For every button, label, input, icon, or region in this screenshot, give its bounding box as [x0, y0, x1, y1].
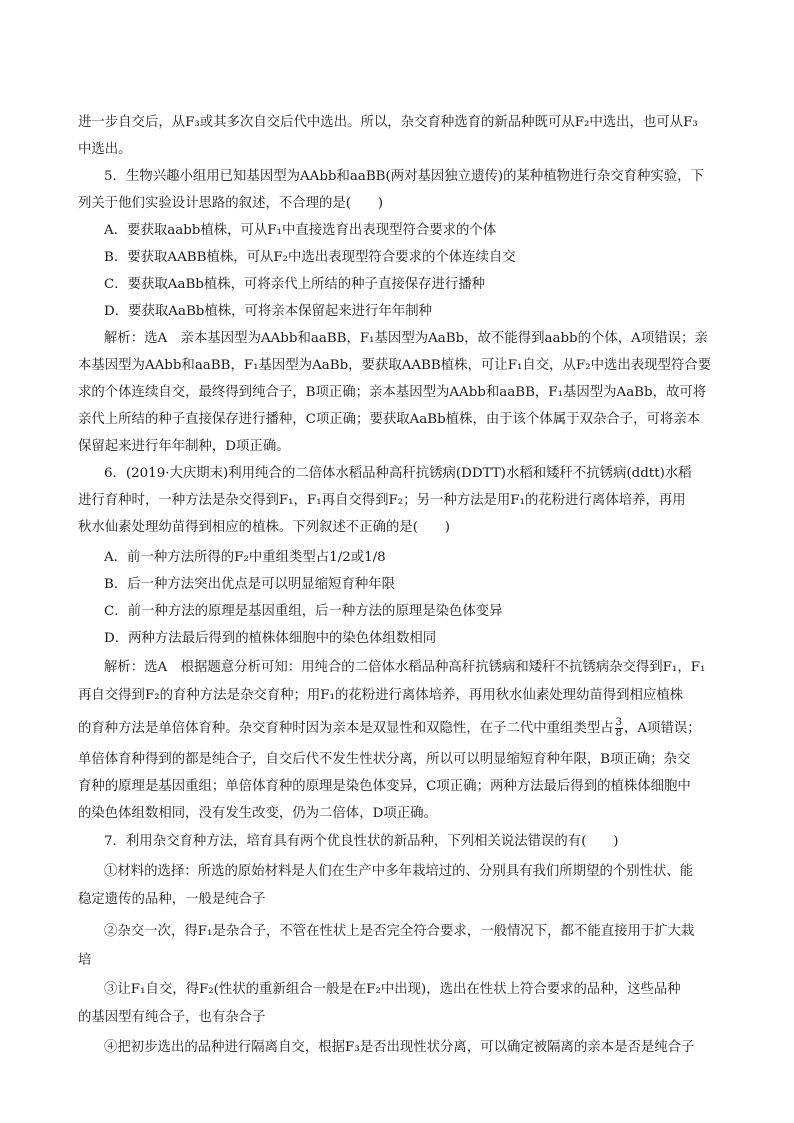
- text-line: 本基因型为AAbb和aaBB，F₁基因型为AaBb，要获取AABB植株，可让F₁自交，从F₂中选出表现型符合要: [78, 358, 712, 373]
- option-c: C．前一种方法的原理是基因重组，后一种方法的原理是染色体变异: [104, 604, 503, 619]
- text-line: 求的个体连续自交，最终得到纯合子，B项正确；亲本基因型为AAbb和aaBB，F₁基因型为AaBb，故可将: [78, 385, 707, 400]
- text-line: 秋水仙素处理幼苗得到相应的植株。下列叙述不正确的是( ): [78, 520, 450, 535]
- question-6-stem: 6．(2019·大庆期末)利用纯合的二倍体水稻品种高秆抗锈病(DDTT)水稻和矮秆不抗锈病(ddtt)水稻: [104, 466, 692, 481]
- text-line: 培: [78, 953, 92, 968]
- option-d: D．要获取AaBb植株，可将亲本保留起来进行年年制种: [104, 304, 433, 319]
- statement-1: ①材料的选择：所选的原始材料是人们在生产中多年栽培过的、分别具有我们所期望的个别性状、能: [104, 864, 694, 879]
- question-7-stem: 7．利用杂交育种方法，培育具有两个优良性状的新品种，下列相关说法错误的有( ): [104, 834, 619, 849]
- text-segment: ，A项错误；: [624, 721, 701, 736]
- text-line: 进行育种时，一种方法是杂交得到F₁，F₁再自交得到F₂；另一种方法是用F₁的花粉进行离体培养，再用: [78, 493, 686, 508]
- text-line: 进一步自交后，从F₃或其多次自交后代中选出。所以，杂交育种选育的新品种既可从F₂中选出，也可从F₃: [78, 115, 698, 130]
- fraction: [615, 718, 623, 739]
- text-line: 稳定遗传的品种，一般是纯合子: [78, 892, 266, 907]
- option-c: C．要获取AaBb植株，可将亲代上所结的种子直接保存进行播种: [104, 277, 486, 292]
- text-line: 的染色体组数相同，没有发生改变，仍为二倍体，D项正确。: [78, 806, 437, 821]
- text-line: 列关于他们实验设计思路的叙述，不合理的是( ): [78, 196, 384, 211]
- text-line: 单倍体育种得到的都是纯合子，自交后代不发生性状分离，所以可以明显缩短育种年限，B项正确；杂交: [78, 752, 691, 767]
- statement-3: ③让F₁自交，得F₂(性状的重新组合一般是在F₂中出现)，选出在性状上符合要求的品种，这些品种: [104, 982, 681, 997]
- fraction-denominator: 8: [615, 728, 622, 739]
- text-line: 的基因型有纯合子，也有杂合子: [78, 1010, 266, 1025]
- text-line: 中选出。: [78, 142, 132, 157]
- text-line-with-fraction: [78, 718, 701, 739]
- statement-4: ④把初步选出的品种进行隔离自交，根据F₃是否出现性状分离，可以确定被隔离的亲本是否是纯合子: [104, 1040, 695, 1055]
- statement-2: ②杂交一次，得F₁是杂合子，不管在性状上是否完全符合要求，一般情况下，都不能直接用于扩大栽: [104, 924, 695, 939]
- option-a: A．要获取aabb植株，可从F₁中直接选育出表现型符合要求的个体: [104, 223, 497, 238]
- text-segment: 的育种方法是单倍体育种。杂交育种时因为亲本是双显性和双隐性，在子二代中重组类型占: [78, 721, 614, 736]
- text-line: 保留起来进行年年制种，D项正确。: [78, 439, 290, 454]
- analysis-5: 解析：选A 亲本基因型为AAbb和aaBB，F₁基因型为AaBb，故不能得到aabb的个体，A项错误；亲: [104, 331, 708, 346]
- text-line: 再自交得到F₂的育种方法是杂交育种；用F₁的花粉进行离体培养，再用秋水仙素处理幼苗得到相应植株: [78, 688, 684, 703]
- question-5-stem: 5．生物兴趣小组用已知基因型为AAbb和aaBB(两对基因独立遗传)的某种植物进行杂交育种实验，下: [104, 169, 704, 184]
- option-a: A．前一种方法所得的F₂中重组类型占1/2或1/8: [104, 550, 386, 565]
- analysis-6: 解析：选A 根据题意分析可知：用纯合的二倍体水稻品种高秆抗锈病和矮秆不抗锈病杂交得到F₁，F₁: [104, 660, 706, 675]
- option-d: D．两种方法最后得到的植株体细胞中的染色体组数相同: [104, 631, 437, 646]
- option-b: B．要获取AABB植株，可从F₂中选出表现型符合要求的个体连续自交: [104, 250, 516, 265]
- text-line: 育种的原理是基因重组；单倍体育种的原理是染色体变异，C项正确；两种方法最后得到的植株体细胞中: [78, 779, 691, 794]
- text-line: 亲代上所结的种子直接保存进行播种，C项正确；要获取AaBb植株，由于该个体属于双杂合子，可将亲本: [78, 412, 701, 427]
- fraction-numerator: 3: [615, 717, 622, 728]
- option-b: B．后一种方法突出优点是可以明显缩短育种年限: [104, 577, 396, 592]
